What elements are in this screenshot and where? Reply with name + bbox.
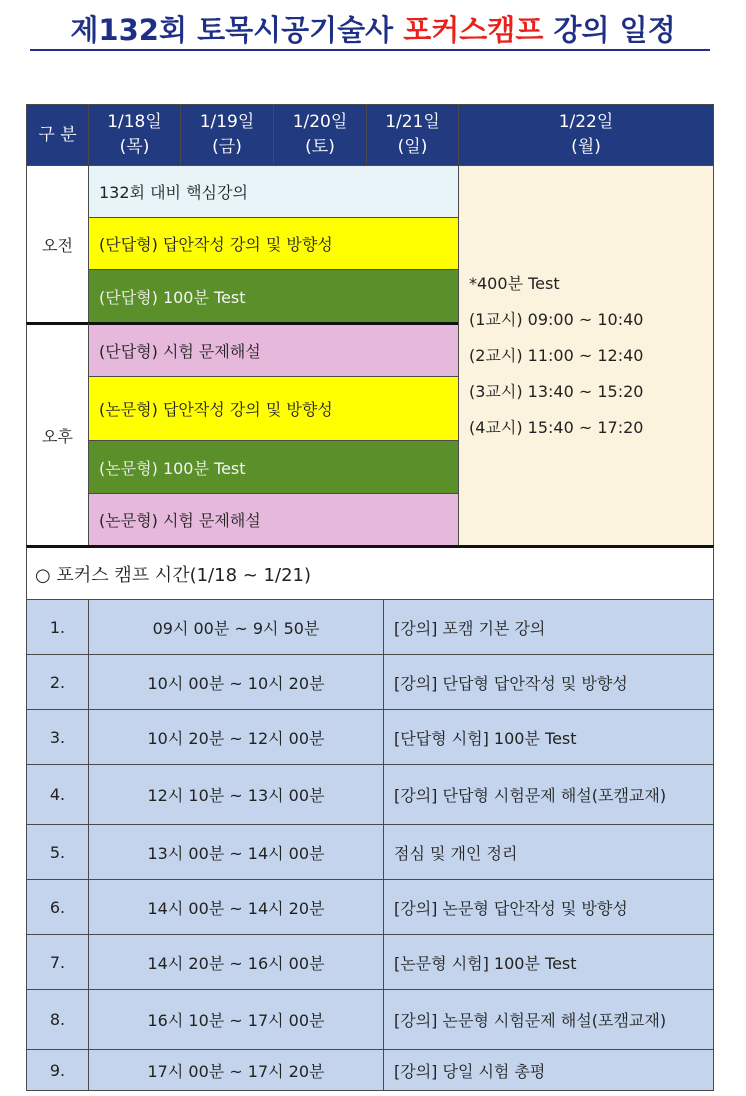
camp-row-content: 점심 및 개인 정리 <box>383 824 714 880</box>
camp-row-content: [강의] 논문형 답안작성 및 방향성 <box>383 879 714 935</box>
test-day-info <box>458 165 714 546</box>
camp-row-time: 10시 20분 ~ 12시 00분 <box>88 709 384 765</box>
camp-row-content: [강의] 논문형 시험문제 해설(포캠교재) <box>383 989 714 1050</box>
camp-row-time: 16시 10분 ~ 17시 00분 <box>88 989 384 1050</box>
camp-row-time: 17시 00분 ~ 17시 20분 <box>88 1049 384 1091</box>
camp-row-time: 13시 00분 ~ 14시 00분 <box>88 824 384 880</box>
afternoon-row-1: (단답형) 시험 문제해설 <box>88 322 459 377</box>
header-category: 구 분 <box>26 104 89 166</box>
afternoon-row-3: (논문형) 100분 Test <box>88 440 459 494</box>
camp-time-heading: ○ 포커스 캠프 시간(1/18 ~ 1/21) <box>26 545 714 600</box>
camp-row-content: [단답형 시험] 100분 Test <box>383 709 714 765</box>
camp-row-number: 8. <box>26 989 89 1050</box>
camp-row-number: 1. <box>26 599 89 655</box>
title-underline <box>30 49 710 51</box>
camp-row-time: 10시 00분 ~ 10시 20분 <box>88 654 384 710</box>
morning-row-1: 132회 대비 핵심강의 <box>88 165 459 218</box>
header-day-1: 1/18일 (목) <box>88 104 181 166</box>
test-day-line-2: (1교시) 09:00 ~ 10:40 <box>469 309 644 329</box>
camp-row-number: 2. <box>26 654 89 710</box>
camp-row-number: 7. <box>26 934 89 990</box>
afternoon-row-2: (논문형) 답안작성 강의 및 방향성 <box>88 376 459 441</box>
camp-row-content: [논문형 시험] 100분 Test <box>383 934 714 990</box>
camp-row-time: 14시 00분 ~ 14시 20분 <box>88 879 384 935</box>
camp-row-number: 9. <box>26 1049 89 1091</box>
header-day-2: 1/19일 (금) <box>180 104 274 166</box>
camp-row-time: 09시 00분 ~ 9시 50분 <box>88 599 384 655</box>
title-highlight: 포커스캠프 <box>403 13 544 47</box>
afternoon-label: 오후 <box>26 322 89 546</box>
header-day-5: 1/22일 (월) <box>458 104 714 166</box>
camp-row-content: [강의] 단답형 시험문제 해설(포캠교재) <box>383 764 714 825</box>
afternoon-row-4: (논문형) 시험 문제해설 <box>88 493 459 546</box>
camp-row-content: [강의] 당일 시험 총평 <box>383 1049 714 1091</box>
camp-row-time: 14시 20분 ~ 16시 00분 <box>88 934 384 990</box>
title-prefix: 제132회 토목시공기술사 <box>70 13 404 47</box>
morning-row-3: (단답형) 100분 Test <box>88 269 459 323</box>
page-title <box>0 8 746 49</box>
morning-label: 오전 <box>26 165 89 323</box>
title-suffix: 강의 일정 <box>543 13 676 47</box>
camp-row-time: 12시 10분 ~ 13시 00분 <box>88 764 384 825</box>
camp-row-content: [강의] 단답형 답안작성 및 방향성 <box>383 654 714 710</box>
test-day-line-4: (3교시) 13:40 ~ 15:20 <box>469 381 644 401</box>
header-day-4: 1/21일 (일) <box>366 104 459 166</box>
test-day-line-3: (2교시) 11:00 ~ 12:40 <box>469 345 644 365</box>
test-day-line-1: *400분 Test <box>469 273 560 293</box>
camp-row-content: [강의] 포캠 기본 강의 <box>383 599 714 655</box>
camp-row-number: 6. <box>26 879 89 935</box>
camp-row-number: 5. <box>26 824 89 880</box>
test-day-line-5: (4교시) 15:40 ~ 17:20 <box>469 417 644 437</box>
morning-row-2: (단답형) 답안작성 강의 및 방향성 <box>88 217 459 270</box>
header-day-3: 1/20일 (토) <box>273 104 367 166</box>
camp-row-number: 3. <box>26 709 89 765</box>
camp-row-number: 4. <box>26 764 89 825</box>
